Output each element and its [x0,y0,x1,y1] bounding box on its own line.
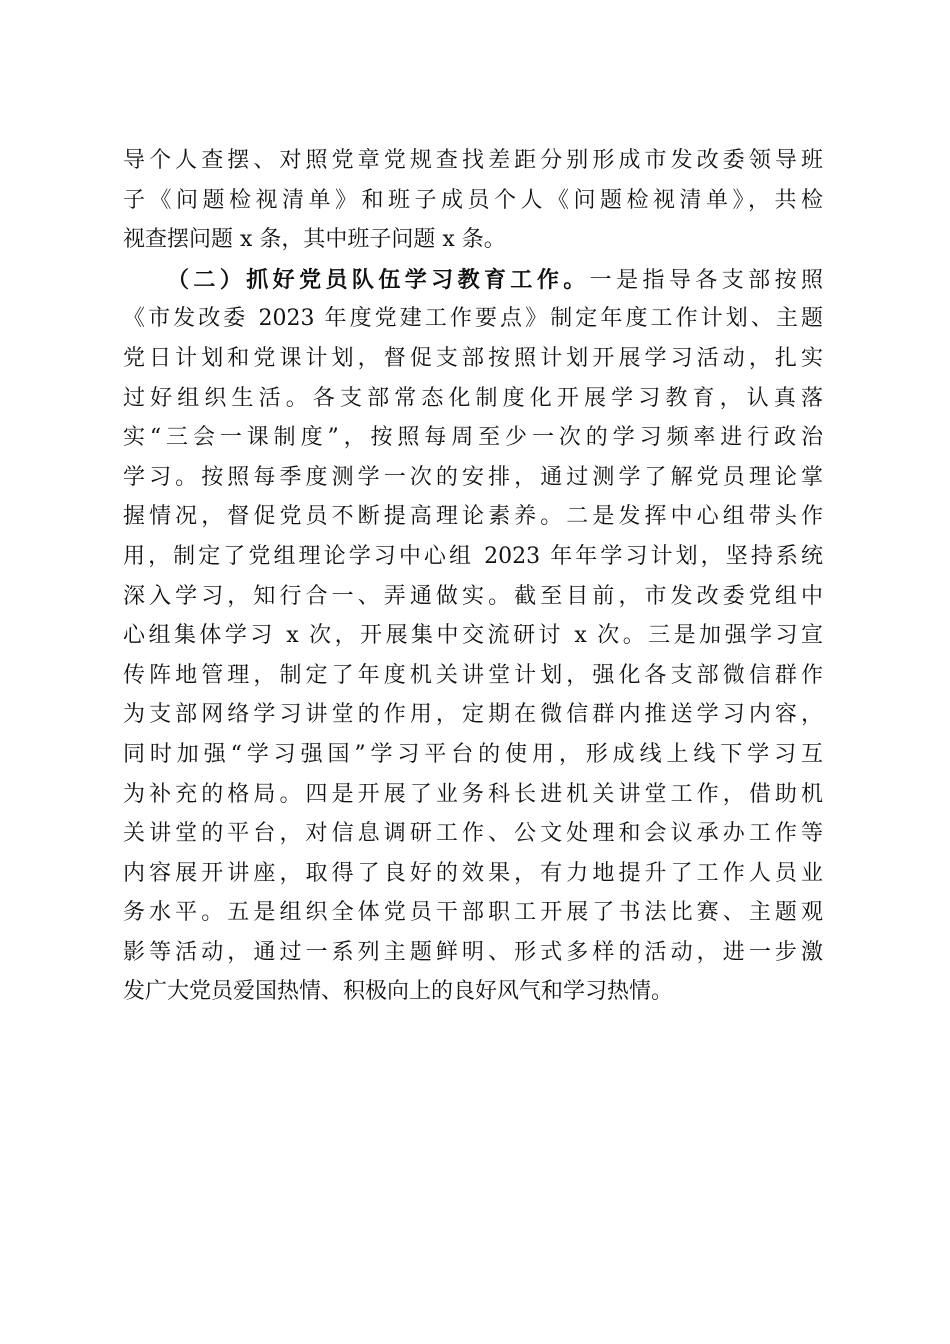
text-line: 影等活动，通过一系列主题鲜明、形式多样的活动，进一步激 [123,939,823,965]
paragraph-1 [123,150,823,269]
paragraph-2 [123,266,823,1021]
text-line: 导个人查摆、对照党章党规查找差距分别形成市发改委领导班 [123,148,823,173]
text-line: 内容展开讲座，取得了良好的效果，有力地提升了工作人员业 [123,860,823,886]
section-heading: （二）抓好党员队伍学习教育工作。 [167,266,590,293]
body-text [123,150,823,1021]
text-line: 心组集体学习 x 次，开展集中交流研讨 x 次。三是加强学习宣 [123,623,823,649]
text-line: 学习。按照每季度测学一次的安排，通过测学了解党员理论掌 [123,464,823,490]
text-line: 发广大党员爱国热情、积极向上的良好风气和学习热情。 [123,979,674,1005]
text-line: 握情况，督促党员不断提高理论素养。二是发挥中心组带头作 [123,504,823,530]
text-line: 为补充的格局。四是开展了业务科长进机关讲堂工作，借助机 [123,781,823,807]
text-line [123,266,823,309]
text-line: 深入学习，知行合一、弄通做实。截至目前，市发改委党组中 [123,583,823,609]
text-line: 为支部网络学习讲堂的作用，定期在微信群内推送学习内容， [123,702,823,728]
text-run: 一是指导各支部按照 [589,267,823,293]
text-line: 视查摆问题 x 条，其中班子问题 x 条。 [123,227,506,253]
text-line: 传阵地管理，制定了年度机关讲堂计划，强化各支部微信群作 [123,662,823,688]
text-line: 党日计划和党课计划，督促支部按照计划开展学习活动，扎实 [123,345,823,371]
text-line: 实“三会一课制度”，按照每周至少一次的学习频率进行政治 [123,425,823,451]
text-line: 过好组织生活。各支部常态化制度化开展学习教育，认真落 [123,385,823,411]
text-line: 务水平。五是组织全体党员干部职工开展了书法比赛、主题观 [123,900,823,926]
text-line: 用，制定了党组理论学习中心组 2023 年年学习计划，坚持系统 [123,543,823,569]
text-line: 关讲堂的平台，对信息调研工作、公文处理和会议承办工作等 [123,821,823,847]
text-line: 子《问题检视清单》和班子成员个人《问题检视清单》，共检 [123,187,823,213]
text-line: 《市发改委 2023 年度党建工作要点》制定年度工作计划、主题 [123,306,823,332]
text-line: 同时加强“学习强国”学习平台的使用，形成线上线下学习互 [123,741,823,767]
